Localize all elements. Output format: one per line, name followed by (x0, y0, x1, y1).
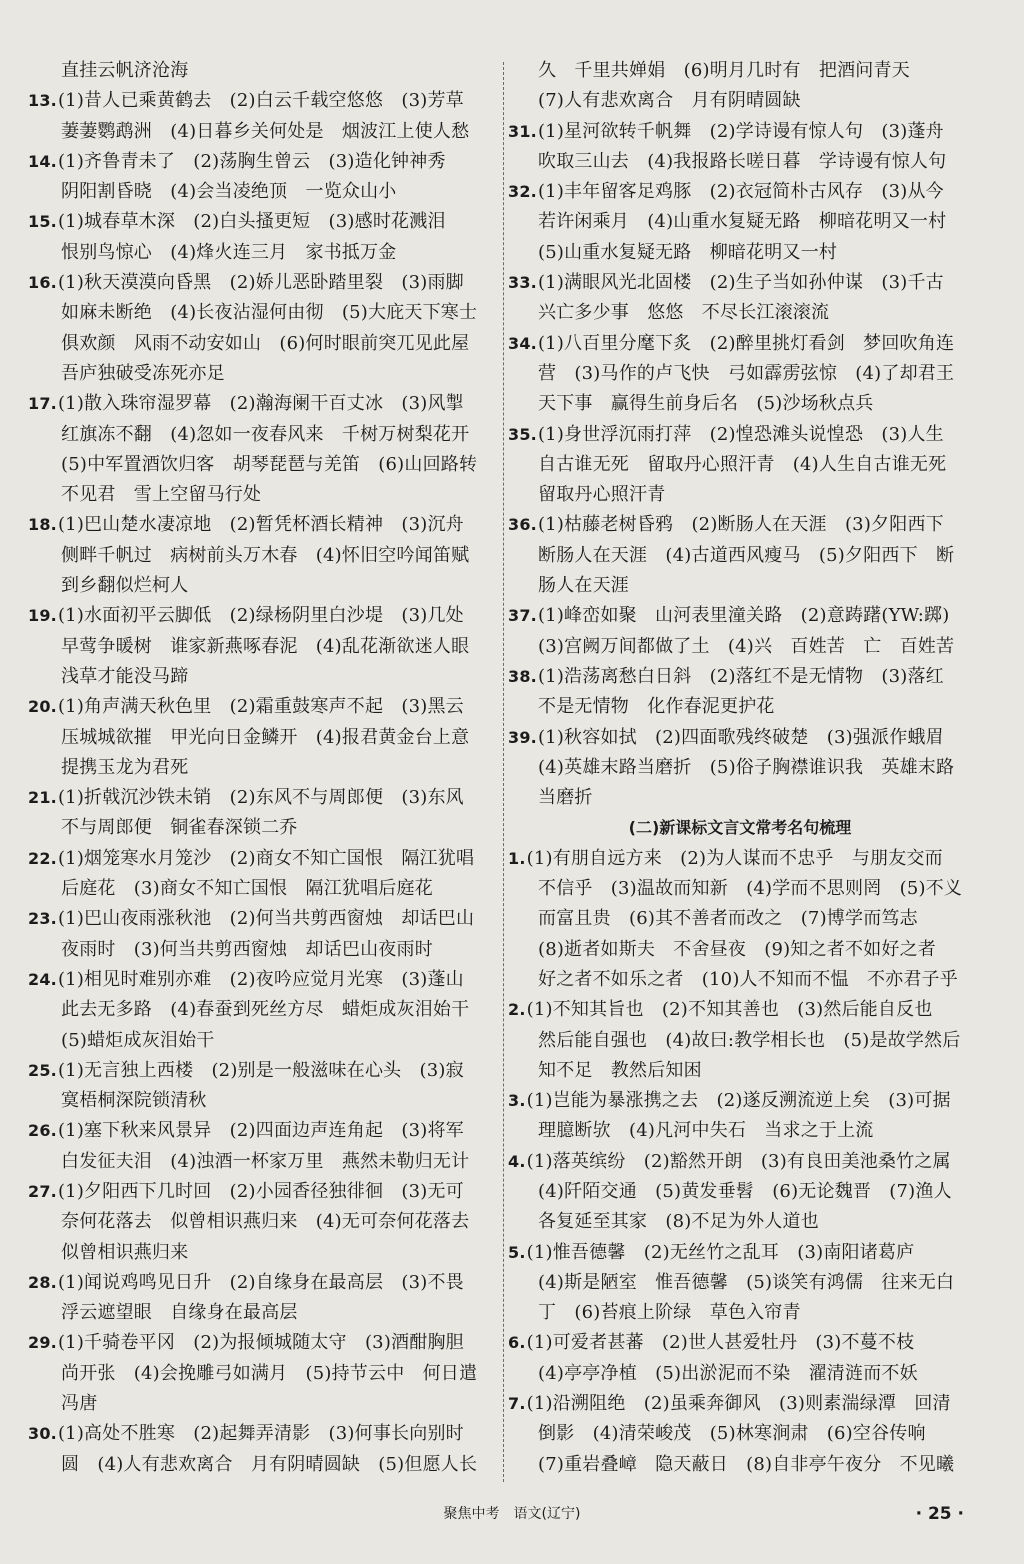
answer-text: 冯唐 (61, 1393, 98, 1415)
answer-line (508, 662, 972, 692)
question-number: 3. (508, 1091, 526, 1111)
answer-text: 如麻未断绝 (4)长夜沾湿何由彻 (5)大庇天下寒士 (61, 302, 478, 324)
answer-line (28, 874, 500, 904)
answer-line (28, 1268, 500, 1298)
answer-text: 不见君 雪上空留马行处 (61, 484, 262, 506)
question-number: 14. (28, 151, 57, 171)
answer-line (28, 207, 500, 237)
answer-text: (1)秋容如拭 (2)四面歌残终破楚 (3)强派作蛾眉 (537, 726, 944, 748)
question-number: 36. (508, 515, 537, 535)
question-number: 20. (28, 697, 57, 717)
answer-line (508, 1238, 972, 1268)
answer-line (508, 329, 972, 359)
answer-text: 寞梧桐深院锁清秋 (61, 1090, 207, 1112)
answer-text: (1)满眼风光北固楼 (2)生子当如孙仲谋 (3)千古 (537, 272, 944, 294)
answer-text: 浅草才能没马蹄 (61, 665, 189, 687)
question-number: 19. (28, 606, 57, 626)
answer-line (508, 1328, 972, 1358)
answer-line (508, 1389, 972, 1419)
answer-text: (4)阡陌交通 (5)黄发垂髫 (6)无论魏晋 (7)渔人 (538, 1180, 952, 1202)
answer-text: 到乡翻似烂柯人 (61, 575, 189, 597)
answer-text: 不信乎 (3)温故而知新 (4)学而不思则罔 (5)不义 (538, 878, 963, 900)
answer-text: 不与周郎便 铜雀春深锁二乔 (61, 817, 298, 839)
answer-text: 奈何花落去 似曾相识燕归来 (4)无可奈何花落去 (61, 1211, 470, 1233)
answer-text: 此去无多路 (4)春蚕到死丝方尽 蜡炬成灰泪始干 (61, 999, 470, 1021)
answer-text: (5)山重水复疑无路 柳暗花明又一村 (538, 241, 838, 263)
answer-line (508, 601, 972, 631)
answer-line (508, 632, 972, 662)
answer-text: 红旗冻不翻 (4)忽如一夜春风来 千树万树梨花开 (61, 423, 470, 445)
answer-text: (1)惟吾德馨 (2)无丝竹之乱耳 (3)南阳诸葛庐 (526, 1241, 915, 1263)
answer-text: 恨别鸟惊心 (4)烽火连三月 家书抵万金 (61, 241, 397, 263)
answer-text: (1)高处不胜寒 (2)起舞弄清影 (3)何事长向别时 (57, 1423, 464, 1445)
answer-line (508, 1177, 972, 1207)
answer-line (28, 813, 500, 843)
answer-text: 好之者不如乐之者 (10)人不知而不愠 不亦君子乎 (538, 968, 958, 990)
answer-line (28, 359, 500, 389)
question-number: 4. (508, 1151, 526, 1171)
answer-text: 不是无情物 化作春泥更护花 (538, 696, 775, 718)
answer-text: 当磨折 (538, 787, 593, 809)
answer-text: (1)枯藤老树昏鸦 (2)断肠人在天涯 (3)夕阳西下 (537, 514, 944, 536)
answer-text: (1)星河欲转千帆舞 (2)学诗谩有惊人句 (3)蓬舟 (537, 120, 944, 142)
answer-text: 早莺争暖树 谁家新燕啄春泥 (4)乱花渐欲迷人眼 (61, 635, 470, 657)
answer-text: 尚开张 (4)会挽雕弓如满月 (5)持节云中 何日遣 (61, 1362, 478, 1384)
answer-line (28, 1177, 500, 1207)
answer-line (28, 541, 500, 571)
answer-line (508, 844, 972, 874)
answer-line (508, 1086, 972, 1116)
page-number: · 25 · (915, 1504, 964, 1524)
answer-line (28, 1056, 500, 1086)
answer-text: (3)宫阙万间都做了土 (4)兴 百姓苦 亡 百姓苦 (538, 635, 955, 657)
answer-line (28, 1086, 500, 1116)
answer-line (508, 389, 972, 419)
question-number: 13. (28, 91, 57, 111)
answer-text: (1)角声满天秋色里 (2)霜重鼓寒声不起 (3)黑云 (57, 696, 464, 718)
answer-line (508, 298, 972, 328)
answer-text: (1)有朋自远方来 (2)为人谋而不忠乎 与朋友交而 (526, 847, 943, 869)
answer-text: (1)夕阳西下几时回 (2)小园香径独徘徊 (3)无可 (57, 1180, 464, 1202)
answer-line (28, 904, 500, 934)
question-number: 30. (28, 1424, 57, 1444)
answer-line (508, 995, 972, 1025)
answer-line (28, 1328, 500, 1358)
answer-line (508, 450, 972, 480)
answer-text: (1)齐鲁青未了 (2)荡胸生曾云 (3)造化钟神秀 (57, 150, 446, 172)
answer-text: (1)昔人已乘黄鹤去 (2)白云千载空悠悠 (3)芳草 (57, 90, 464, 112)
answer-line (508, 723, 972, 753)
answer-text: 知不足 教然后知困 (538, 1059, 702, 1081)
answer-text: (1)水面初平云脚低 (2)绿杨阴里白沙堤 (3)几处 (57, 605, 464, 627)
answer-line (28, 389, 500, 419)
column-divider (503, 62, 504, 1482)
answer-line (28, 298, 500, 328)
answer-line (508, 935, 972, 965)
answer-line (28, 1359, 500, 1389)
answer-line (28, 420, 500, 450)
answer-text: 而富且贵 (6)其不善者而改之 (7)博学而笃志 (538, 908, 918, 930)
answer-line (508, 207, 972, 237)
answer-text: 肠人在天涯 (538, 575, 629, 597)
answer-line (508, 1298, 972, 1328)
answer-line (508, 753, 972, 783)
answer-line (28, 783, 500, 813)
answer-line (508, 1450, 972, 1480)
question-number: 33. (508, 273, 537, 293)
question-number: 35. (508, 424, 537, 444)
answer-text: (1)散入珠帘湿罗幕 (2)瀚海阑干百丈冰 (3)风掣 (57, 393, 464, 415)
question-number: 7. (508, 1394, 526, 1414)
answer-text: (1)巴山夜雨涨秋池 (2)何当共剪西窗烛 却话巴山 (57, 908, 475, 930)
question-number: 27. (28, 1181, 57, 1201)
answer-text: 吹取三山去 (4)我报路长嗟日暮 学诗谩有惊人句 (538, 150, 947, 172)
answer-line (508, 904, 972, 934)
answer-line (508, 510, 972, 540)
answer-line (28, 329, 500, 359)
question-number: 25. (28, 1060, 57, 1080)
right-column (508, 56, 972, 1480)
answer-text: 浮云遮望眼 自缘身在最高层 (61, 1302, 298, 1324)
answer-line (28, 692, 500, 722)
question-number: 16. (28, 273, 57, 293)
answer-line (508, 1359, 972, 1389)
answer-line (508, 1268, 972, 1298)
answer-text: 直挂云帆济沧海 (61, 60, 189, 81)
answer-text: 断肠人在天涯 (4)古道西风瘦马 (5)夕阳西下 断 (538, 544, 955, 566)
question-number: 38. (508, 666, 537, 686)
question-number: 26. (28, 1121, 57, 1141)
answer-line (508, 783, 972, 813)
footer-title: 聚焦中考 语文(辽宁) (443, 1506, 581, 1522)
answer-line (28, 268, 500, 298)
answer-line (508, 480, 972, 510)
answer-line (28, 995, 500, 1025)
answer-text: 后庭花 (3)商女不知亡国恨 隔江犹唱后庭花 (61, 878, 433, 900)
answer-line (508, 1419, 972, 1449)
question-number: 34. (508, 333, 537, 353)
answer-text: (4)英雄末路当磨折 (5)俗子胸襟谁识我 英雄末路 (538, 756, 955, 778)
answer-text: 夜雨时 (3)何当共剪西窗烛 却话巴山夜雨时 (61, 938, 433, 960)
answer-text: (1)不知其旨也 (2)不知其善也 (3)然后能自反也 (526, 999, 933, 1021)
question-number: 18. (28, 515, 57, 535)
answer-line (28, 86, 500, 116)
answer-text: (7)人有悲欢离合 月有阴晴圆缺 (538, 90, 801, 112)
answer-line (28, 1147, 500, 1177)
answer-line (28, 632, 500, 662)
answer-text: (1)身世浮沉雨打萍 (2)惶恐滩头说惶恐 (3)人生 (537, 423, 944, 445)
question-number: 6. (508, 1333, 526, 1353)
answer-line (508, 1147, 972, 1177)
answer-line (28, 753, 500, 783)
answer-text: (1)相见时难别亦难 (2)夜吟应觉月光寒 (3)蓬山 (57, 968, 464, 990)
answer-line (28, 1238, 500, 1268)
answer-line (28, 177, 500, 207)
answer-text: (1)丰年留客足鸡豚 (2)衣冠简朴古风存 (3)从今 (537, 181, 944, 203)
answer-text: (1)落英缤纷 (2)豁然开朗 (3)有良田美池桑竹之属 (526, 1150, 951, 1172)
question-number: 5. (508, 1242, 526, 1262)
answer-text: (5)蜡炬成灰泪始干 (61, 1029, 215, 1051)
answer-line (28, 1450, 500, 1480)
answer-text: 阴阳割昏晓 (4)会当凌绝顶 一览众山小 (61, 181, 397, 203)
answer-line (28, 844, 500, 874)
answer-line (28, 1116, 500, 1146)
answer-line (508, 117, 972, 147)
answer-text: 萋萋鹦鹉洲 (4)日暮乡关何处是 烟波江上使人愁 (61, 120, 470, 142)
answer-text: (1)闻说鸡鸣见日升 (2)自缘身在最高层 (3)不畏 (57, 1271, 464, 1293)
answer-text: (1)塞下秋来风景异 (2)四面边声连角起 (3)将军 (57, 1120, 464, 1142)
answer-text: 若许闲乘月 (4)山重水复疑无路 柳暗花明又一村 (538, 211, 947, 233)
answer-text: 吾庐独破受冻死亦足 (61, 362, 225, 384)
answer-line (508, 268, 972, 298)
answer-line (508, 147, 972, 177)
answer-line (508, 541, 972, 571)
answer-text: (1)无言独上西楼 (2)别是一般滋味在心头 (3)寂 (57, 1059, 464, 1081)
answer-line (508, 571, 972, 601)
question-number: 23. (28, 909, 57, 929)
answer-line (28, 480, 500, 510)
answer-line (508, 1026, 972, 1056)
answer-line (28, 571, 500, 601)
answer-line (508, 1207, 972, 1237)
answer-line (28, 1389, 500, 1419)
answer-text: 倒影 (4)清荣峻茂 (5)林寒涧肃 (6)空谷传响 (538, 1423, 926, 1445)
answer-text: 丁 (6)苔痕上阶绿 草色入帘青 (538, 1302, 801, 1324)
question-number: 24. (28, 969, 57, 989)
question-number: 15. (28, 212, 57, 232)
answer-text: (1)秋天漠漠向昏黑 (2)娇儿恶卧踏里裂 (3)雨脚 (57, 272, 464, 294)
answer-line (28, 935, 500, 965)
question-number: 29. (28, 1333, 57, 1353)
answer-text: 自古谁无死 留取丹心照汗青 (4)人生自古谁无死 (538, 453, 947, 475)
answer-text: 提携玉龙为君死 (61, 756, 189, 778)
answer-text: (1)城春草木深 (2)白头搔更短 (3)感时花溅泪 (57, 211, 446, 233)
answer-text: (1)可爱者甚蕃 (2)世人甚爱牡丹 (3)不蔓不枝 (526, 1332, 915, 1354)
answer-text: (4)亭亭净植 (5)出淤泥而不染 濯清涟而不妖 (538, 1362, 918, 1384)
answer-text: 留取丹心照汗青 (538, 484, 666, 506)
answer-line (28, 117, 500, 147)
answer-text: (1)八百里分麾下炙 (2)醉里挑灯看剑 梦回吹角连 (537, 332, 955, 354)
answer-line (508, 1116, 972, 1146)
answer-line (28, 450, 500, 480)
answer-text: (1)峰峦如聚 山河表里潼关路 (2)意踌躇(YW:踯) (537, 605, 950, 627)
answer-line (28, 1207, 500, 1237)
section-heading: (二)新课标文言文常考名句梳理 (628, 818, 852, 838)
answer-text: (4)斯是陋室 惟吾德馨 (5)谈笑有鸿儒 往来无白 (538, 1271, 955, 1293)
answer-line (508, 238, 972, 268)
answer-text: 理臆断欤 (4)凡河中失石 当求之于上流 (538, 1120, 874, 1142)
question-number: 2. (508, 1000, 526, 1020)
answer-line (28, 56, 500, 86)
answer-line (508, 692, 972, 722)
answer-line (28, 1026, 500, 1056)
answer-text: 俱欢颜 风雨不动安如山 (6)何时眼前突兀见此屋 (61, 332, 470, 354)
answer-text: (1)巴山楚水凄凉地 (2)暂凭杯酒长精神 (3)沉舟 (57, 514, 464, 536)
answer-text: 然后能自强也 (4)故曰:教学相长也 (5)是故学然后 (538, 1029, 961, 1051)
answer-line (508, 420, 972, 450)
answer-text: 营 (3)马作的卢飞快 弓如霹雳弦惊 (4)了却君王 (538, 362, 955, 384)
answer-text: (1)千骑卷平冈 (2)为报倾城随太守 (3)酒酣胸胆 (57, 1332, 464, 1354)
answer-text: (1)浩荡离愁白日斜 (2)落红不是无情物 (3)落红 (537, 665, 944, 687)
answer-line (28, 662, 500, 692)
answer-text: (8)逝者如斯夫 不舍昼夜 (9)知之者不如好之者 (538, 938, 936, 960)
answer-line (508, 86, 972, 116)
page-footer (0, 1500, 1024, 1528)
answer-text: (1)折戟沉沙铁未销 (2)东风不与周郎便 (3)东风 (57, 787, 464, 809)
answer-text: (7)重岩叠嶂 隐天蔽日 (8)自非亭午夜分 不见曦 (538, 1453, 955, 1475)
question-number: 37. (508, 606, 537, 626)
question-number: 17. (28, 394, 57, 414)
answer-line (508, 965, 972, 995)
answer-text: (1)岂能为暴涨携之去 (2)遂反溯流逆上矣 (3)可据 (526, 1090, 951, 1112)
answer-line (508, 56, 972, 86)
question-number: 21. (28, 788, 57, 808)
answer-text: 天下事 赢得生前身后名 (5)沙场秋点兵 (538, 393, 874, 415)
answer-line (28, 601, 500, 631)
answer-line (28, 1298, 500, 1328)
question-number: 32. (508, 182, 537, 202)
answer-line (28, 147, 500, 177)
answer-line (28, 723, 500, 753)
answer-line (508, 1056, 972, 1086)
answer-text: 兴亡多少事 悠悠 不尽长江滚滚流 (538, 302, 830, 324)
answer-text: 侧畔千帆过 病树前头万木春 (4)怀旧空吟闻笛赋 (61, 544, 470, 566)
answer-text: 压城城欲摧 甲光向日金鳞开 (4)报君黄金台上意 (61, 726, 470, 748)
answer-line (508, 359, 972, 389)
answer-line (28, 510, 500, 540)
question-number: 28. (28, 1272, 57, 1292)
question-number: 1. (508, 848, 526, 868)
question-number: 22. (28, 848, 57, 868)
answer-text: (1)烟笼寒水月笼沙 (2)商女不知亡国恨 隔江犹唱 (57, 847, 475, 869)
answer-text: (1)沿溯阻绝 (2)虽乘奔御风 (3)则素湍绿潭 回清 (526, 1393, 951, 1415)
question-number: 39. (508, 727, 537, 747)
answer-line (28, 238, 500, 268)
answer-line (28, 965, 500, 995)
answer-text: 似曾相识燕归来 (61, 1241, 189, 1263)
answer-text: 久 千里共婵娟 (6)明月几时有 把酒问青天 (538, 60, 910, 81)
answer-text: (5)中军置酒饮归客 胡琴琵琶与羌笛 (6)山回路转 (61, 453, 478, 475)
answer-line (508, 874, 972, 904)
answer-line (508, 177, 972, 207)
question-number: 31. (508, 121, 537, 141)
answer-line (28, 1419, 500, 1449)
left-column (28, 56, 500, 1480)
answer-text: 白发征夫泪 (4)浊酒一杯家万里 燕然未勒归无计 (61, 1150, 470, 1172)
answer-text: 各复延至其家 (8)不足为外人道也 (538, 1211, 819, 1233)
answer-text: 圆 (4)人有悲欢离合 月有阴晴圆缺 (5)但愿人长 (61, 1453, 478, 1475)
